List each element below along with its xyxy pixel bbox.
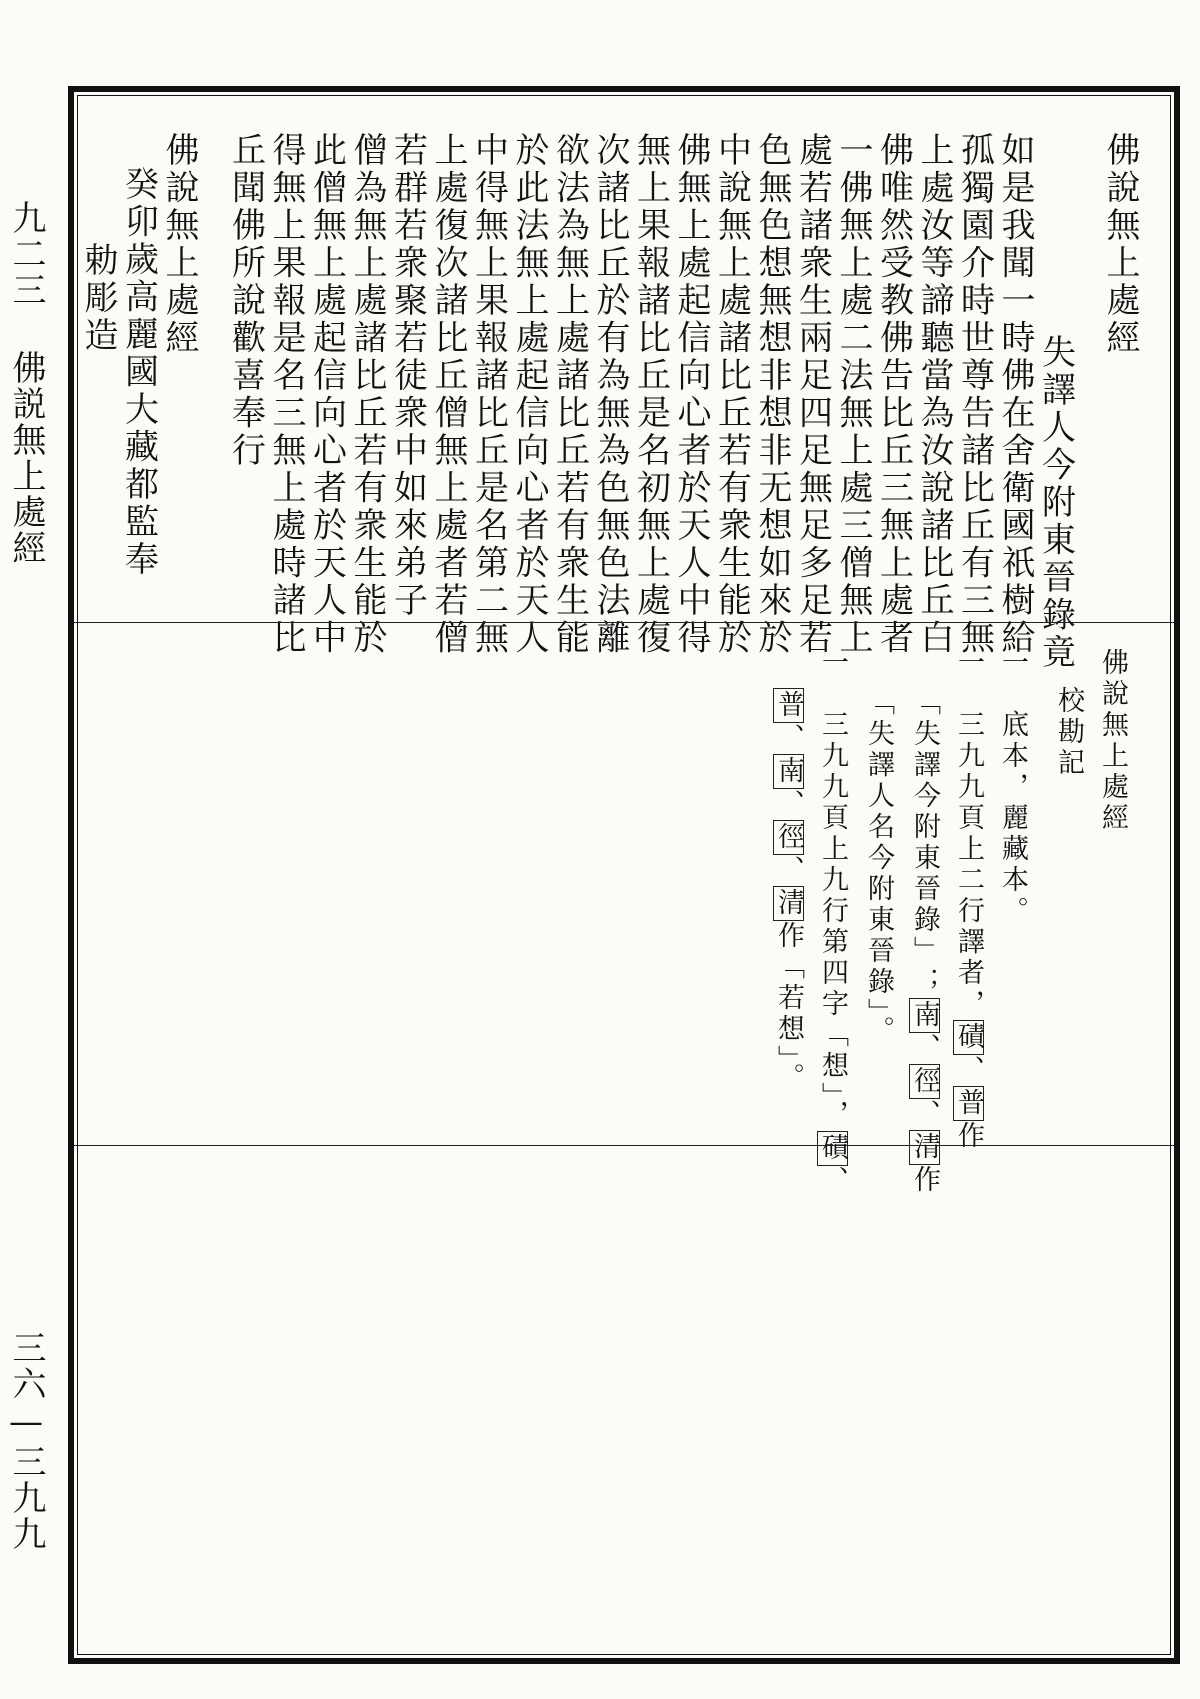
sutra-line: 處若諸衆生兩足四足無足多足若 xyxy=(792,132,833,657)
translator-credit: 失譯人今附東晉錄 xyxy=(1035,334,1076,634)
note-text: 作 xyxy=(909,1165,940,1196)
sutra-line: 次諸比丘於有為無為色無色法離 xyxy=(590,132,630,657)
edition-mark: 徑 xyxy=(773,822,804,853)
sutra-text xyxy=(78,132,1140,672)
sutra-line: 於此法無上處起信向心者於天人 xyxy=(509,132,549,657)
edition-mark: 普 xyxy=(953,1088,984,1119)
edition-mark: 磧 xyxy=(953,1022,984,1053)
section-divider xyxy=(74,622,1174,623)
note-text: 一 三九九頁上九行第四字「想」， xyxy=(817,648,848,1131)
note-text: 作 xyxy=(953,1121,984,1152)
note-text: 一 三九九頁上二行譯者， xyxy=(953,648,984,1020)
edition-mark: 南 xyxy=(773,756,804,787)
sutra-line: 中得無上果報諸比丘是名第二無 xyxy=(468,132,509,657)
note-text: 「失譯今附東晉錄」； xyxy=(909,688,940,998)
edition-mark: 徑 xyxy=(909,1066,940,1097)
page-frame xyxy=(68,86,1180,1664)
sutra-line: 得無上果報是名三無上處時諸比 xyxy=(266,132,306,657)
sutra-line: 此僧無上處起信向心者於天人中 xyxy=(306,132,347,657)
section-divider xyxy=(74,1145,1174,1146)
note-item-continued: 「失譯今附東晉錄」；南、徑、清作 xyxy=(909,688,940,1196)
sutra-line: 上處復次諸比丘僧無上處者若僧 xyxy=(428,132,468,657)
note-item-continued: 「失譯人名今附東晉錄」。 xyxy=(863,688,894,1047)
translator-line xyxy=(1035,132,1076,672)
sutra-line: 佛唯然受教佛告比丘三無上處者 xyxy=(873,132,914,657)
edition-mark: 清 xyxy=(909,1132,940,1163)
note-item-continued: 普、南、徑、清作「若想」。 xyxy=(773,690,804,1094)
note-item xyxy=(946,648,990,1152)
sutra-line: 無上果報諸比丘是名初無上處復 xyxy=(630,132,671,657)
sutra-line: 丘聞佛所說歡喜奉行 xyxy=(225,132,266,470)
edition-mark: 南 xyxy=(909,1000,940,1031)
collation-notes xyxy=(674,648,1134,1197)
notes-title: 佛說無上處經 xyxy=(1097,648,1128,834)
sutra-line: 上處汝等諦聽當為汝說諸比丘白 xyxy=(914,132,954,657)
sutra-title: 佛說無上處經 xyxy=(1100,132,1140,357)
margin-page-number: 三六—三九九 xyxy=(6,1330,46,1552)
sutra-line: 佛無上處起信向心者於天人中得 xyxy=(671,132,711,657)
notes-subtitle: 校勘記 xyxy=(1053,686,1084,779)
sutra-closing-title: 佛說無上處經 xyxy=(159,132,199,357)
note-item: 一 底本，麗藏本。 xyxy=(997,648,1028,927)
sutra-line: 僧為無上處諸比丘若有衆生能於 xyxy=(347,132,387,657)
margin-volume-label: 九二三 佛説無上處經 xyxy=(6,200,46,566)
sutra-line: 色無色想無想非想非无想如來於 xyxy=(752,132,792,657)
sutra-line: 欲法為無上處諸比丘若有衆生能 xyxy=(549,132,590,657)
sutra-line: 若群若衆聚若徒衆中如來弟子 xyxy=(387,132,428,620)
colophon-line-end: 勅彫造 xyxy=(78,242,118,355)
edition-mark: 磧 xyxy=(817,1132,848,1164)
sutra-line: 一佛無上處二法無上處三僧無上 xyxy=(833,132,873,657)
sutra-line: 孤獨園介時世尊告諸比丘有三無 xyxy=(954,132,995,657)
sutra-line: 中說無上處諸比丘若有衆生能於 xyxy=(711,132,752,657)
sutra-line: 如是我聞一時佛在舍衛國祇樹給 xyxy=(995,132,1035,657)
note-text: 作「若想」。 xyxy=(773,921,804,1094)
edition-mark: 普 xyxy=(773,690,804,721)
colophon-line: 癸卯歲高麗國大藏都監奉 xyxy=(118,166,159,579)
note-item: 一 三九九頁上九行第四字「想」，磧、 xyxy=(817,648,848,1197)
translator-mark: 竟 xyxy=(1035,634,1076,672)
note-sep: 、 xyxy=(953,1055,984,1086)
edition-mark: 清 xyxy=(773,888,804,919)
